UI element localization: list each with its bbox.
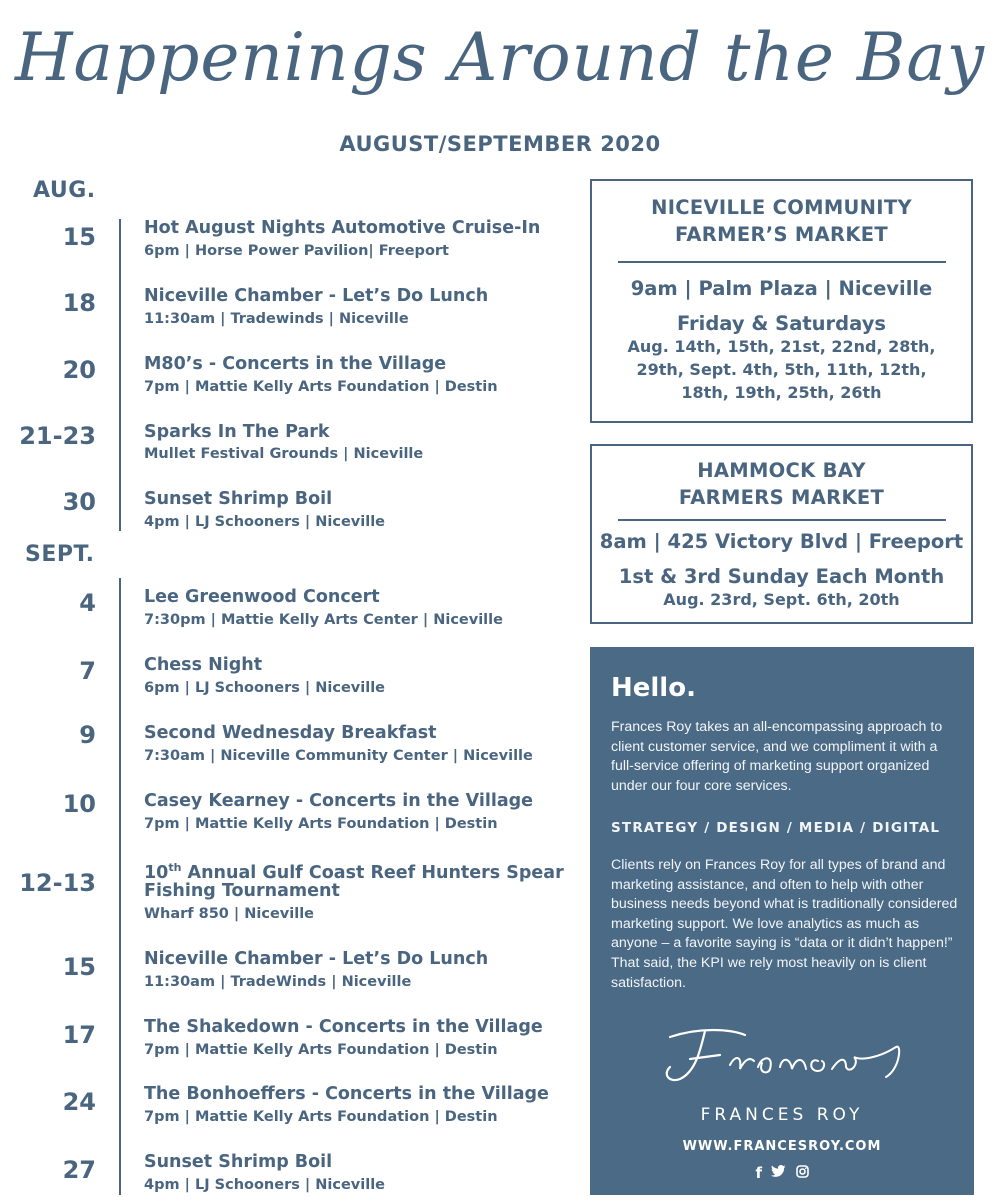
social-icons — [590, 1164, 974, 1182]
event-title: Second Wednesday Breakfast — [144, 723, 437, 743]
divider — [618, 261, 946, 263]
market-days: Friday & Saturdays — [676, 312, 887, 335]
event-title-ordinal-suffix: th — [168, 861, 182, 874]
event-title: Sunset Shrimp Boil — [144, 489, 333, 509]
event-title: Niceville Chamber - Let’s Do Lunch — [144, 949, 489, 969]
event-detail: Mullet Festival Grounds | Niceville — [144, 446, 424, 462]
hammock-bay-market-box — [590, 444, 973, 624]
market-title-line-2: FARMER’S MARKET — [675, 223, 888, 246]
event-day: 18 — [62, 289, 96, 317]
body-paragraph: Clients rely on Frances Roy for all types of brand and marketing assistance, and often to help with other business needs beyond what is traditionally considered marketing support. We love analytics as much as anyone – a favorite saying is “data or it didn’t happen!” That said, the KPI we rely most heavily on is client satisfaction. — [611, 857, 958, 991]
divider — [618, 519, 946, 521]
event-detail: 7pm | Mattie Kelly Arts Foundation | Destin — [144, 1042, 498, 1058]
niceville-market-box — [590, 179, 973, 423]
event-detail: 7:30pm | Mattie Kelly Arts Center | Niceville — [144, 612, 503, 628]
market-dates: 29th, Sept. 4th, 5th, 11th, 12th, — [636, 360, 927, 379]
event-detail: Wharf 850 | Niceville — [144, 906, 314, 922]
event-day: 15 — [62, 953, 96, 981]
event-title-ordinal: 10 — [144, 862, 169, 883]
event-day: 24 — [62, 1088, 96, 1116]
hello-heading: Hello. — [611, 673, 696, 703]
market-dates: Aug. 14th, 15th, 21st, 22nd, 28th, — [627, 337, 936, 356]
intro-paragraph: Frances Roy takes an all-encompassing approach to client customer service, and we compliment it with a full-service offering of marketing support organized under our four core services. — [611, 719, 943, 794]
event-title-rest: Annual Gulf Coast Reef Hunters Spear — [181, 862, 564, 883]
event-title: Casey Kearney - Concerts in the Village — [144, 791, 534, 811]
event-title: The Bonhoeffers - Concerts in the Village — [144, 1084, 549, 1104]
event-title: The Shakedown - Concerts in the Village — [144, 1017, 543, 1037]
event-title-line-2: Fishing Tournament — [144, 881, 340, 901]
services-line: STRATEGY / DESIGN / MEDIA / DIGITAL — [611, 820, 941, 836]
event-detail: 6pm | Horse Power Pavilion| Freeport — [144, 243, 449, 259]
instagram-icon[interactable] — [796, 1164, 809, 1182]
event-day: 15 — [62, 223, 96, 251]
event-title: M80’s - Concerts in the Village — [144, 354, 447, 374]
market-location: 8am | 425 Victory Blvd | Freeport — [599, 530, 964, 553]
event-day: 4 — [79, 589, 96, 617]
event-title: Lee Greenwood Concert — [144, 587, 380, 607]
market-location: 9am | Palm Plaza | Niceville — [630, 277, 933, 300]
month-label-august: AUG. — [33, 178, 96, 203]
website-link[interactable]: WWW.FRANCESROY.COM — [682, 1139, 882, 1154]
timeline-rule-august — [119, 219, 121, 531]
market-dates: 18th, 19th, 25th, 26th — [681, 383, 882, 402]
event-detail: 11:30am | Tradewinds | Niceville — [144, 311, 409, 327]
event-title: Hot August Nights Automotive Cruise-In — [144, 218, 541, 238]
event-day: 9 — [79, 721, 96, 749]
event-day: 27 — [62, 1156, 96, 1184]
hello-panel — [590, 647, 974, 1195]
event-title: Sunset Shrimp Boil — [144, 1152, 333, 1172]
twitter-icon[interactable] — [771, 1164, 786, 1182]
event-detail: 4pm | LJ Schooners | Niceville — [144, 1177, 385, 1193]
event-day: 21-23 — [19, 422, 96, 450]
month-label-september: SEPT. — [25, 542, 95, 567]
market-dates: Aug. 23rd, Sept. 6th, 20th — [663, 590, 900, 609]
signature-image — [650, 1017, 920, 1097]
market-title-line-2: FARMERS MARKET — [678, 486, 885, 509]
market-title: HAMMOCK BAY — [697, 459, 866, 482]
event-day: 12-13 — [19, 869, 96, 897]
event-detail: 7:30am | Niceville Community Center | Niceville — [144, 748, 533, 764]
market-days: 1st & 3rd Sunday Each Month — [618, 565, 945, 588]
event-detail: 7pm | Mattie Kelly Arts Foundation | Destin — [144, 379, 498, 395]
event-day: 7 — [79, 657, 96, 685]
signature-name: FRANCES ROY — [700, 1105, 864, 1125]
event-detail: 7pm | Mattie Kelly Arts Foundation | Destin — [144, 1109, 498, 1125]
event-title: Sparks In The Park — [144, 422, 330, 442]
event-day: 10 — [62, 790, 96, 818]
event-detail: 7pm | Mattie Kelly Arts Foundation | Destin — [144, 816, 498, 832]
event-detail: 11:30am | TradeWinds | Niceville — [144, 974, 412, 990]
event-title: Niceville Chamber - Let’s Do Lunch — [144, 286, 489, 306]
event-day: 20 — [62, 356, 96, 384]
timeline-rule-september — [119, 578, 121, 1195]
page-subtitle: AUGUST/SEPTEMBER 2020 — [339, 132, 661, 156]
market-title: NICEVILLE COMMUNITY — [651, 196, 912, 219]
event-day: 17 — [62, 1021, 96, 1049]
event-detail: 6pm | LJ Schooners | Niceville — [144, 680, 385, 696]
event-title: Chess Night — [144, 655, 263, 675]
page-title: Happenings Around the Bay — [14, 19, 986, 96]
facebook-icon[interactable]: f — [755, 1164, 763, 1182]
event-day: 30 — [62, 488, 96, 516]
event-detail: 4pm | LJ Schooners | Niceville — [144, 514, 385, 530]
